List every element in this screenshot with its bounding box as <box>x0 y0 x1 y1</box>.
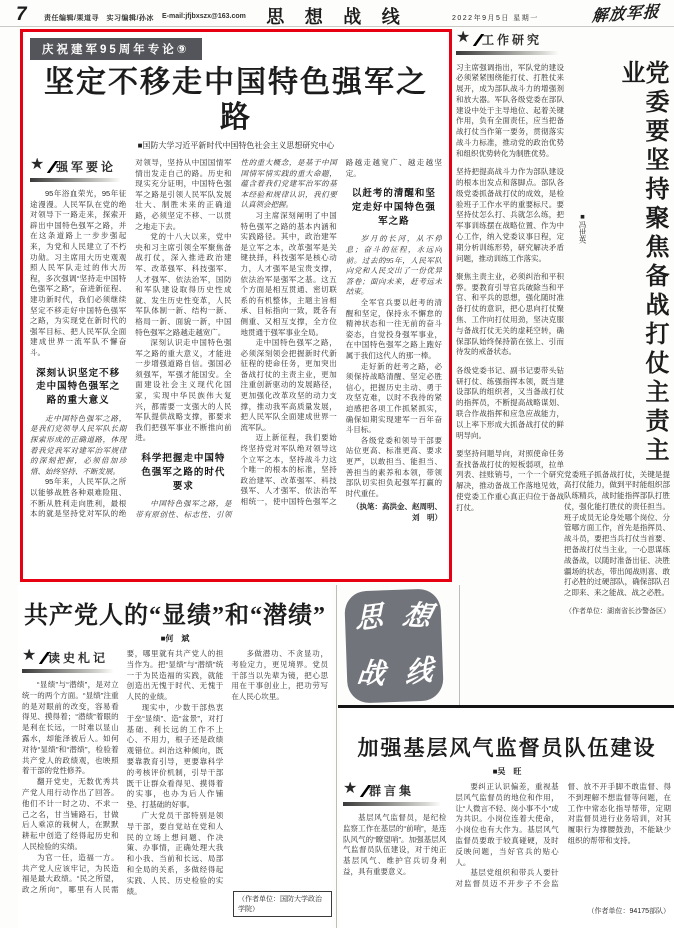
paragraph: 基层风气监督员，是纪检监察工作在基层的“前哨”，是连队风气的“瞭望哨”。加强基层风气监督员队伍建设，对于纯正基层风气、维护官兵切身利益，具有重要意义。 <box>343 813 447 876</box>
star-icon: ★ <box>30 159 50 175</box>
paragraph: 党的十八大以来，党中央和习主席引领全军聚焦备战打仗，深入推进政治建军、改革强军、科技强军、人才强军、依法治军，国防和军队建设取得历史性成就、发生历史性变革，人民军队体制一新、结构一新、格局一新、面貌一新，中国特色强军之路越走越宽广。 <box>135 232 232 337</box>
feature-article-box <box>20 29 452 582</box>
subhead-2: 科学把握走中国特色强军之路的时代要求 <box>141 453 226 492</box>
paragraph: 要坚持问题导向，对照使命任务查找备战打仗的短板弱项，拉单列表、挂账销号，一个一个研究解决，推动备战工作落地见效，使党委工作重心真正归位于备战打仗。 <box>456 448 564 512</box>
stamp-char: 战 <box>355 658 387 691</box>
paragraph: 中国特色强军之路，是带有原创性、标志性、引领性的重大概念，是基于中国国情军情实践的重大命题，蕴含着我们党建军治军的基本经验和规律认识，我们要认真领会把握。 <box>135 158 337 519</box>
paragraph: 现实中，少数干部热衷于垒“显绩”、造“盆景”，对打基础、利长远的工作不上心、不用力，根子还是政绩观错位。纠治这种倾向，既要靠教育引导，更要靠科学的考核评价机制，引导干部既干让群众看得见、摸得着的实事，也办为后人作铺垫、打基础的好事。 <box>126 702 224 810</box>
paragraph: 迈上新征程，我们要始终坚持党对军队绝对领导这个立军之本，坚持战斗力这个唯一的根本的标准，坚持政治建军、改革强军、科技强军、人才强军、依法治军相统一，使中国特色强军之路越走越宽广、越走越坚定。 <box>240 158 442 506</box>
paragraph: 走好新的赶考之路，必须保持战略清醒、坚定必胜信心，把握历史主动、勇于攻坚克难，以时不我待的紧迫感把各项工作抓紧抓实，确保如期实现建军一百年奋斗目标。 <box>345 361 442 435</box>
paragraph: 翻开党史，无数优秀共产党人用行动作出了回答。他们不计一时之功、不求一己之名，甘当铺路石，甘做后人乘凉的栽树人，在默默耕耘中创造了经得起历史和人民检验的实绩。 <box>22 777 119 851</box>
paragraph: 要纠正认识偏差，重视基层风气监督员的地位和作用，让“人微言不轻、岗小事不小”成为共识。小岗位连着大使命，小岗位也有大作为。基层风气监督员要敢于较真碰硬，及时反映问题，当好官兵的贴心人。 <box>455 782 559 867</box>
paragraph: 各级党委书记、副书记要带头钻研打仗、练强指挥本领，既当建设部队的组织者，又当备战打仗的指挥员，不断提高战略谋划、联合作战指挥和应急应战能力，以上率下形成大抓备战打仗的鲜明导向。 <box>456 365 564 440</box>
main-headline: 坚定不移走中国特色强军之路 <box>44 66 428 134</box>
history-notes-article <box>18 585 332 928</box>
stamp-char: 想 <box>399 600 435 633</box>
work-research-byline: ■冯世英 <box>578 212 587 244</box>
article-byline: ■何 斌 <box>160 634 190 643</box>
article-body <box>18 649 332 899</box>
article-body <box>340 782 674 896</box>
section-label: 群言集 <box>369 783 415 798</box>
paragraph: 各级党委和领导干部要站位更高、标准更高、要求更严，以敢担当、能担当、善担当的素养和本领，带领部队切实担负起强军打赢的时代重任。 <box>345 435 442 498</box>
article-headline: 共产党人的“显绩”和“潜绩” <box>24 603 326 629</box>
paragraph: 为官一任，造福一方。共产党人应该牢记，为民造福是最大政绩。“民之所望，政之所向”，哪里有人民需要，哪里就有共产党人的担当作为。把“显绩”与“潜绩”统一于为民造福的实践，就能创造出无愧于时代、无愧于人民的业绩。 <box>22 649 224 895</box>
paragraph: 深刻认识走中国特色强军之路的重大意义，才能进一步增强道路自信。强国必须强军，军强才能国安。全面建设社会主义现代化国家，实现中华民族伟大复兴，都需要一支强大的人民军队提供战略支撑，都要求我们把强军事业不断推向前进。 <box>135 338 232 443</box>
paragraph: 岁月的长河，从不停息；奋斗的征程，永远向前。过去的95年，人民军队向党和人民交出了一份优异答卷；面向未来，赶考远未结束。 <box>345 234 442 297</box>
section-underline <box>343 802 441 806</box>
author-unit: （作者单位：湖南省长沙警备区） <box>565 607 670 615</box>
series-banner: 庆祝建军95周年专论⑨ <box>30 38 202 60</box>
group-voices-article <box>340 710 674 928</box>
subhead-3: 以赶考的清醒和坚定走好中国特色强军之路 <box>351 188 436 227</box>
paragraph: 全军官兵要以赶考的清醒和坚定，保持永不懈怠的精神状态和一往无前的奋斗姿态，自觉投身强军事业，在中国特色强军之路上跑好属于我们这代人的那一棒。 <box>345 298 442 361</box>
section-underline <box>22 669 114 673</box>
page-number: 7 <box>16 4 27 25</box>
work-research-column-2 <box>564 462 670 690</box>
paragraph: 广大党员干部特别是领导干部，要自觉站在党和人民的立场上想问题、作决策、办事情，正确处理大我和小我、当前和长远、局部和全局的关系，多做经得起实践、人民、历史检验的实绩。 <box>126 810 224 896</box>
paragraph: 聚焦主责主业，必须纠治和平积弊。要教育引导官兵破除当和平官、和平兵的思想，强化随时准备打仗的意识，把心思向打仗聚焦、工作向打仗用劲，坚决克服与备战打仗无关的虚耗空转，确保部队始终保持箭在弦上、引而待发的戒备状态。 <box>456 271 564 357</box>
stamp-char: 思 <box>354 600 384 636</box>
section-header-qunyanji <box>343 783 446 806</box>
paragraph: “显绩”与“潜绩”，是对立统一的两个方面。“显绩”注重的是对眼前的改变，容易看得见、摸得着；“潜绩”着眼的是利在长远，一时难以显山露水，却能泽被后人。如何对待“显绩”和“潜绩”，检验着共产党人的政绩观，也映照着干部的党性修养。 <box>22 680 119 776</box>
paragraph: 基层党组织和带兵人要针对监督员迈不开步子不会监督、放不开手脚不敢监督、得不到理解不想监督等问题，在工作中常态化指导帮带，定期对监督员进行业务培训，对其履职行为撑腰鼓劲，不能缺少组织的帮带和支持。 <box>455 782 671 889</box>
paragraph: 多做潜功、不贪显功，考验定力，更见境界。党员干部当以先辈为镜，把心思用在干事创业上，把功劳写在人民心坎里。 <box>231 649 328 702</box>
paragraph: 坚持把提高战斗力作为部队建设的根本出发点和落脚点。部队各级党委抓备战打仗的成效，是检验班子工作水平的重要标尺。要坚持仗怎么打、兵就怎么练，把军事训练摆在战略位置、作为中心工作，纳入党委议事日程，定期分析训练形势，研究解决矛盾问题，推动训练工作落实。 <box>456 167 564 263</box>
author-unit-box: （作者单位：国防大学政治学院） <box>233 891 332 917</box>
page-title: 思 想 战 线 <box>266 7 408 27</box>
paragraph: 走中国特色强军之路，是我们党领导人民军队长期探索形成的正确道路，体现着我党我军对建军治军规律的深刻把握，必须倍加珍惜、始终坚持、不断发展。 <box>30 413 127 476</box>
main-article-body <box>30 158 442 596</box>
star-icon: ★ <box>456 32 476 48</box>
paragraph: 走中国特色强军之路，必须深刻领会把握新时代新征程的使命任务，更加突出备战打仗的主责主业，更加注重创新驱动的发展路径，更加强化改革攻坚的动力支撑，推动我军高质量发展，把人民军队全面建成世界一流军队。 <box>240 338 337 432</box>
stamp-char: 线 <box>404 654 434 691</box>
section-label: 强军要论 <box>56 159 117 174</box>
vertical-headline: 党委要坚持聚焦备战打仗主责主业 <box>617 60 667 466</box>
editors-credit: 责任编辑/栗道寻 实习编辑/孙冰 <box>44 15 154 22</box>
work-research-column-1 <box>456 31 564 705</box>
paragraph: 95年来，人民军队之所以能够战胜各种艰难险阻、不断从胜利走向胜利，最根本的就是坚持党对军队的绝对领导，坚持从中国国情军情出发走自己的路。历史和现实充分证明，中国特色强军之路是引领人民军队发展壮大、制胜未来的正确道路，必须坚定不移、一以贯之地走下去。 <box>30 158 232 519</box>
section-header-gongzuo-yanjiu <box>456 32 564 55</box>
section-label: 读史札记 <box>48 650 109 665</box>
article-byline: ■吴 旺 <box>492 767 522 776</box>
date-line: 2022年9月5日 星期一 <box>452 15 539 22</box>
calligraphy-stamp <box>344 588 444 703</box>
section-header-qiangjun-yaolun <box>30 159 126 182</box>
main-byline: ■国防大学习近平新时代中国特色社会主义思想研究中心 <box>137 141 335 150</box>
paragraph: 习主席深刻阐明了中国特色强军之路的基本内涵和实践路径。其中，政治建军是立军之本，改革强军是关键抉择，科技强军是核心动力，人才强军是宝贵支撑，依法治军是强军之基。这五个方面是相互贯通、密切联系的有机整体，主题主旨相承、目标指向一致，既各有侧重、又相互支撑，全方位地贯通于强军事业全局。 <box>240 210 337 337</box>
column-divider <box>459 585 460 707</box>
section-divider-rule <box>338 705 674 708</box>
section-underline <box>456 51 559 55</box>
author-unit: （作者单位：94175部队） <box>587 908 670 915</box>
section-header-dushi-zhaji <box>22 650 119 673</box>
paragraph: 95年浴血荣光，95年征途漫漫。人民军队在党的绝对领导下一路走来，探索开辟出中国特色强军之路，并在这条道路上一步步强起来，为党和人民建立了不朽功勋。习主席用大历史观观照人民军队走过的伟大历程，多次强调“坚持走中国特色强军之路”，奋进新征程、建功新时代，我们必须继续坚定不移走好中国特色强军之路，为实现党在新时代的强军目标、把人民军队全面建成世界一流军队不懈奋斗。 <box>30 189 127 357</box>
writers-signoff: （执笔：高洪金、赵周明、刘 明） <box>352 502 442 522</box>
paragraph: 习主席强调指出，军队党的建设必须紧紧围绕能打仗、打胜仗来展开，成为部队战斗力的增强剂和放大器。军队各级党委在部队建设中处于主导地位、起着关键作用，负有全面责任，应当把备战打仗当作第一要务，贯彻落实战斗力标准，推动党的政治优势和组织优势转化为制胜优势。 <box>456 62 564 158</box>
article-headline: 加强基层风气监督员队伍建设 <box>357 736 657 760</box>
subhead-1: 深刻认识坚定不移走中国特色强军之路的重大意义 <box>36 367 121 407</box>
contact-email: E-mail:jfjbxszx@163.com <box>162 13 246 20</box>
newspaper-masthead: 解放军报 <box>591 3 661 26</box>
star-icon: ★ <box>343 783 363 799</box>
section-label: 工作研究 <box>482 32 543 47</box>
column-divider <box>336 585 337 928</box>
paragraph: 党委班子抓备战打仗，关键是提高打仗能力，做到平时能组织部队练精兵，战时能指挥部队打胜仗，强化能打胜仗的责任担当。班子成员无论身处哪个岗位、分管哪方面工作，首先是指挥员、战斗员，要把当兵打仗当首要、把备战打仗当主业，一心思谋练战备战，以随时准备出征、决胜疆场的状态，带出闻战则喜、敢打必胜的过硬部队，确保部队召之即来、来之能战、战之必胜。 <box>564 469 670 598</box>
star-icon: ★ <box>22 650 42 666</box>
section-underline <box>30 178 121 182</box>
